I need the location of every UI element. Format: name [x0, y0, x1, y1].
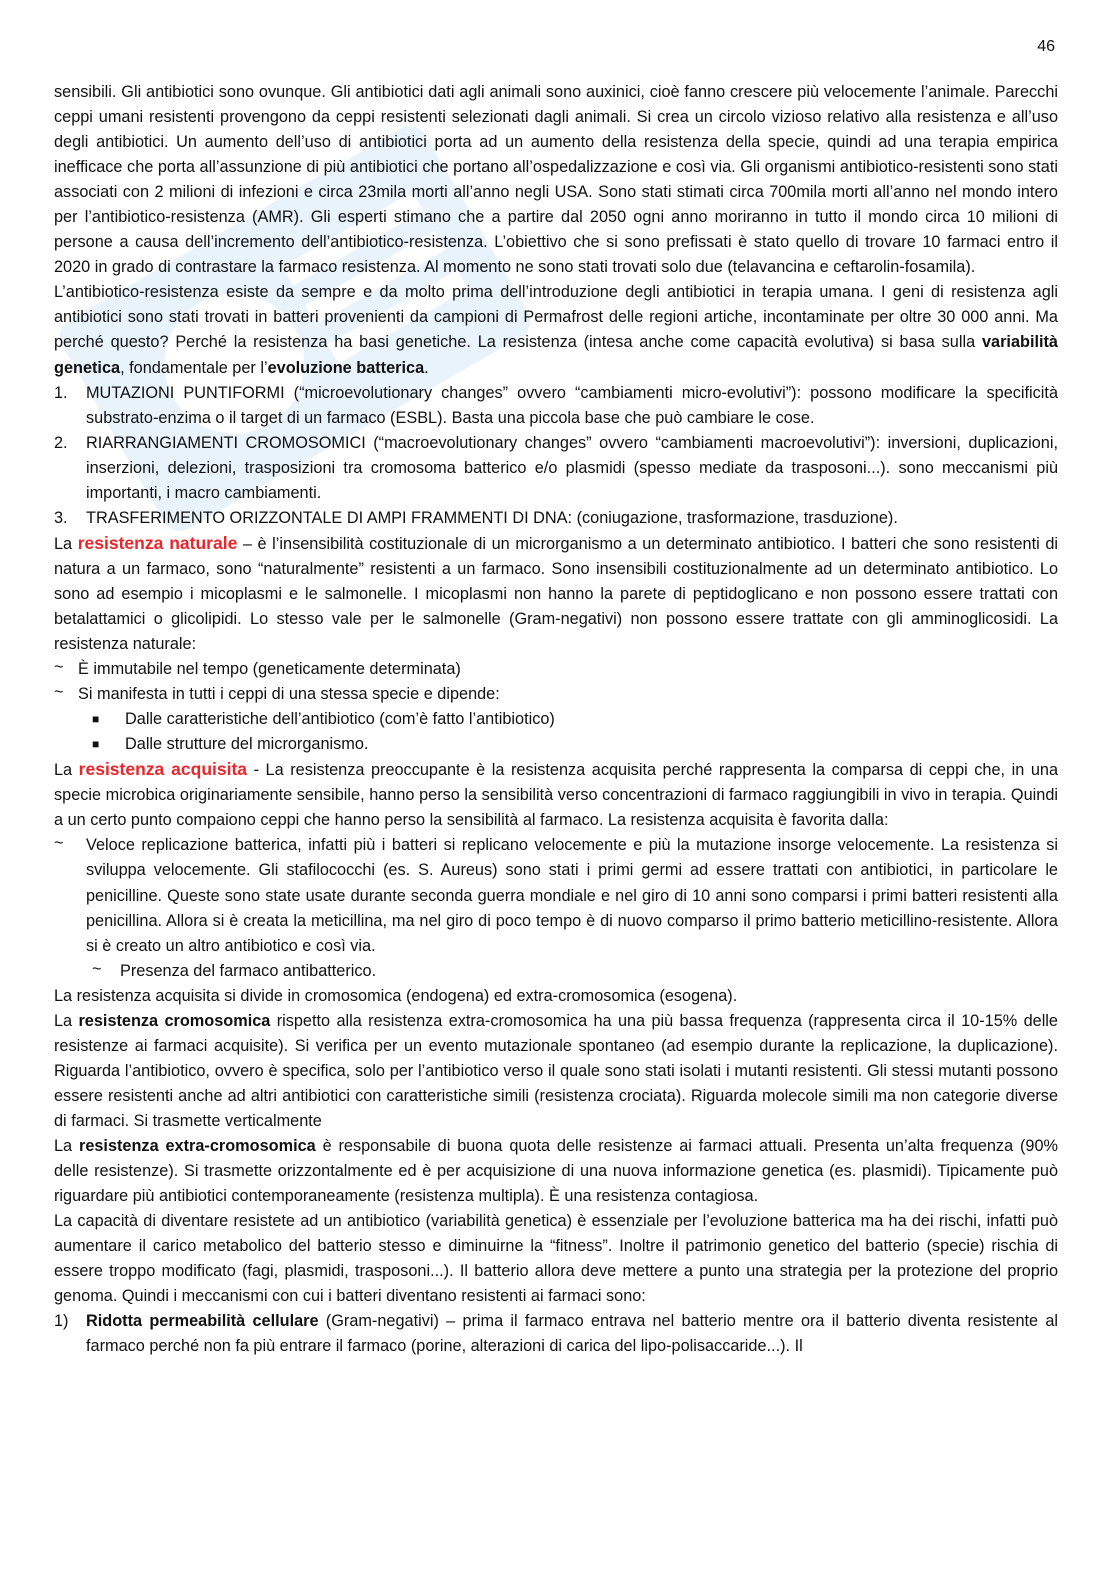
page-number: 46 — [1037, 38, 1055, 55]
list-item: ~ È immutabile nel tempo (geneticamente determinata) — [54, 658, 461, 679]
term-variabilita-genetica: variabilità genetica — [54, 333, 1058, 377]
paragraph-chromosomal-resistance: La resistenza cromosomica rispetto alla resistenza extra-cromosomica ha una più bassa frequenza (rappresenta circa il 10-15% delle resistenze ai farmaci acquisite). Si verifica per un evento mutazionale spontaneo (ad esempio durante la replicazione, la duplicazione). Riguarda l’antibiotico, ovvero è specifica, solo per l’antibiotico verso il quale sono stati isolati i mutanti resistenti. Gli stessi mutanti possono essere resistenti anche ad altri antibiotici con caratteristiche simili (resistenza crociata). Riguarda molecole simili ma non categorie diverse di farmaci. Si trasmette verticalmente — [54, 1011, 1058, 1130]
list-item: 3. TRASFERIMENTO ORIZZONTALE DI AMPI FRAMMENTI DI DNA: (coniugazione, trasformazione, trasduzione). — [54, 508, 898, 527]
list-item: 1) Ridotta permeabilità cellulare (Gram-negativi) – prima il farmaco entrava nel batterio mentre ora il batterio diventa resistente al farmaco perché non fa più entrare il farmaco (porine, alterazioni di carica del lipo-polisaccaride...). Il — [54, 1312, 1059, 1356]
list-item: ■ Dalle strutture del microrganismo. — [92, 735, 369, 754]
list-item: ~ Si manifesta in tutti i ceppi di una stessa specie e dipende: — [54, 683, 500, 704]
term-evoluzione-batterica: evoluzione batterica — [267, 358, 425, 377]
mechanisms-list — [54, 1309, 1058, 1359]
paragraph-natural-resistance: La resistenza naturale – è l’insensibilità costituzionale di un microrganismo a un determinato antibiotico. I batteri che sono resistenti di natura a un farmaco, sono “naturalmente” resistenti a un farmaco. Sono insensibili costituzionalmente ad un determinato antibiotico. Lo sono ad esempio i micoplasmi e le salmonelle. I micoplasmi non hanno la parete di peptidoglicano e non possono essere trattati con betalattamici o glicolipidi. Lo stesso vale per le salmonelle (Gram-negativi) non possono essere trattate con gli amminoglicosidi. La resistenza naturale: — [54, 532, 1059, 654]
paragraph-antibiotic-use: sensibili. Gli antibiotici sono ovunque. Gli antibiotici dati agli animali sono auxinici, cioè fanno crescere più velocemente l’animale. Parecchi ceppi umani resistenti provengono da ceppi resistenti selezionati dagli animali. Si crea un circolo vizioso relativo alla resistenza e all’uso degli antibiotici. Un aumento dell’uso di antibiotici porta ad un aumento della resistenza della specie, quindi ad una terapia empirica inefficace che porta all’assunzione di più antibiotici che portano all’ospedalizzazione e così via. Gli organismi antibiotico-resistenti sono stati associati con 2 milioni di infezioni e circa 23mila morti all’anno negli USA. Sono stati stimati circa 700mila morti all’anno nel mondo intero per l’antibiotico-resistenza (AMR). Gli esperti stimano che a partire dal 2050 ogni anno moriranno in tutto il mondo circa 10 milioni di persone a causa dell’incremento dell’antibiotico-resistenza. L’obiettivo che si sono prefissati è stato quello di trovare 10 farmaci entro il 2020 in grado di contrastare la farmaco resistenza. Al momento ne sono stati trovati solo due (telavancina e ceftarolin-fosamila). — [54, 83, 1058, 277]
term-resistenza-acquisita: resistenza acquisita — [78, 759, 248, 780]
variability-list — [54, 381, 1058, 531]
list-item: 1. MUTAZIONI PUNTIFORMI (“microevolutionary changes” ovvero “cambiamenti micro-evolutivi”): possono modificare la specificità substrato-enzima o il target di un farmaco (ESBL). Basta una piccola base che può cambiare le cose. — [54, 383, 1058, 427]
natural-resistance-sublist — [54, 707, 1058, 757]
acquired-resistance-list — [54, 833, 1058, 958]
document-body — [54, 80, 1058, 1359]
natural-resistance-list — [54, 657, 1058, 707]
list-item: 2. RIARRANGIAMENTI CROMOSOMICI (“macroevolutionary changes” ovvero “cambiamenti macroevolutivi”): inversioni, duplicazioni, inserzioni, delezioni, trasposizioni tra cromosoma batterico e/o plasmidi (spesso mediate da trasposoni...). sono meccanismi più importanti, i macro cambiamenti. — [54, 433, 1058, 502]
paragraph-resistance-capacity: La capacità di diventare resistete ad un antibiotico (variabilità genetica) è essenziale per l’evoluzione batterica ma ha dei rischi, infatti può aumentare il carico metabolico del batterio stesso e diminuirne la “fitness”. Inoltre il patrimonio genetico del batterio (specie) rischia di essere troppo modificato (fagi, plasmidi, trasposoni...). Il batterio allora deve mettere a punto una strategia per la protezione del proprio genoma. Quindi i meccanismi con cui i batteri diventano resistenti ai farmaci sono: — [54, 1212, 1058, 1306]
paragraph-ancient-resistance: L’antibiotico-resistenza esiste da sempre e da molto prima dell’introduzione degli antibiotici in terapia umana. I geni di resistenza agli antibiotici sono stati trovati in batteri provenienti da campioni di Permafrost delle regioni artiche, incontaminate per oltre 30 000 anni. Ma perché questo? Perché la resistenza ha basi genetiche. La resistenza (intesa anche come capacità evolutiva) si basa sulla variabilità genetica, fondamentale per l’evoluzione batterica. — [54, 283, 1058, 377]
list-item: ■ Dalle caratteristiche dell’antibiotico (com’è fatto l’antibiotico) — [92, 710, 555, 729]
paragraph-acquired-division: La resistenza acquisita si divide in cromosomica (endogena) ed extra-cromosomica (esogena). — [54, 986, 738, 1005]
term-resistenza-cromosomica: resistenza cromosomica — [78, 1011, 271, 1030]
paragraph-acquired-resistance: La resistenza acquisita - La resistenza preoccupante è la resistenza acquisita perché rappresenta la comparsa di ceppi che, in una specie microbica originariamente sensibile, hanno perso la sensibilità verso concentrazioni di farmaco raggiungibili in vivo in terapia. Quindi a un certo punto compaiono ceppi che hanno perso la sensibilità al farmaco. La resistenza acquisita è favorita dalla: — [54, 759, 1059, 830]
list-item: ~ Veloce replicazione batterica, infatti più i batteri si replicano velocemente e più la mutazione insorge velocemente. La resistenza si sviluppa velocemente. Gli stafilococchi (es. S. Aureus) sono stati i primi germi ad essere trattati con antibiotici, in particolare le penicilline. Queste sono state usate durante seconda guerra mondiale e nel giro di 10 anni sono comparsi i primi batteri resistenti alla penicillina. Allora si è creata la meticillina, ma nel giro di poco tempo è di nuovo comparso il primo batterio meticillino-resistente. Allora si è creato un altro antibiotico e così via. — [54, 834, 1058, 955]
term-resistenza-extra-cromosomica: resistenza extra-cromosomica — [78, 1136, 316, 1155]
paragraph-extra-chromosomal-resistance: La resistenza extra-cromosomica è responsabile di buona quota delle resistenze ai farmaci attuali. Presenta un’alta frequenza (90% delle resistenze). Si trasmette orizzontalmente ed è per acquisizione di una nuova informazione genetica (es. plasmidi). Tipicamente può riguardare più antibiotici contemporaneamente (resistenza multipla). È una resistenza contagiosa. — [54, 1136, 1058, 1206]
list-item: ~ Presenza del farmaco antibatterico. — [92, 959, 377, 980]
term-resistenza-naturale: resistenza naturale — [77, 532, 238, 553]
term-ridotta-permeabilita: Ridotta permeabilità cellulare — [86, 1312, 319, 1331]
